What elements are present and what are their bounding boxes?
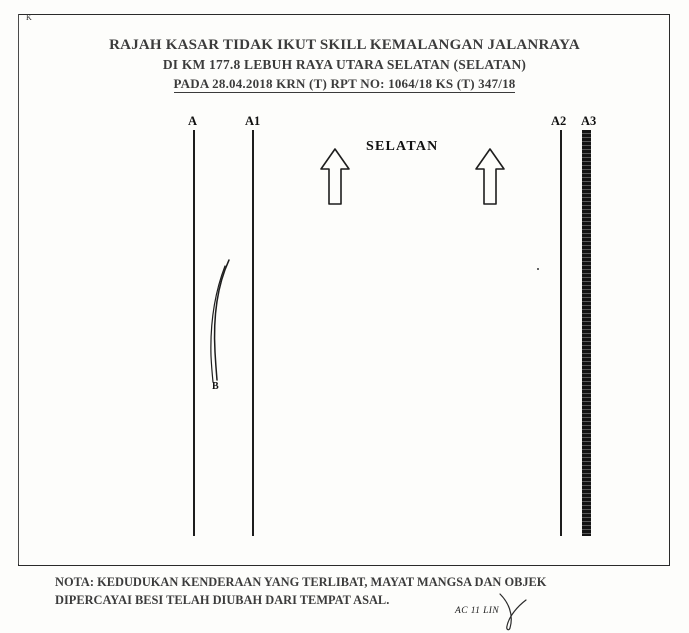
title-line-1: RAJAH KASAR TIDAK IKUT SKILL KEMALANGAN JALANRAYA — [109, 37, 580, 53]
diagram-border — [18, 14, 670, 566]
lane-label-a2: A2 — [551, 114, 567, 128]
title-line-3-wrap — [0, 74, 689, 93]
signature-stroke-icon — [492, 592, 538, 633]
road-line-a2 — [560, 130, 562, 536]
road-line-a3 — [582, 130, 591, 536]
signature-text: AC 11 LIN — [455, 606, 500, 616]
title-line-2: DI KM 177.8 LEBUH RAYA UTARA SELATAN (SELATAN) — [162, 56, 527, 72]
arrow-up-right-icon — [471, 146, 509, 213]
note-line-2: DIPERCAYAI BESI TELAH DIUBAH DARI TEMPAT ASAL. — [55, 592, 390, 607]
lane-label-a1: A1 — [245, 114, 261, 128]
skid-mark-curve — [195, 252, 255, 397]
title-line-3: PADA 28.04.2018 KRN (T) RPT NO: 1064/18 KS (T) 347/18 — [174, 75, 516, 93]
lane-label-a3: A3 — [581, 114, 597, 128]
note-block — [55, 574, 655, 610]
corner-mark: K — [26, 13, 32, 22]
stray-dot — [537, 268, 539, 270]
direction-label-selatan: SELATAN — [366, 139, 439, 154]
arrow-up-left-icon — [316, 146, 354, 213]
lane-label-a: A — [188, 114, 198, 128]
title-block — [0, 36, 689, 93]
mark-label-b: B — [212, 381, 219, 392]
note-line-1: NOTA: KEDUDUKAN KENDERAAN YANG TERLIBAT, MAYAT MANGSA DAN OBJEK — [55, 575, 547, 589]
